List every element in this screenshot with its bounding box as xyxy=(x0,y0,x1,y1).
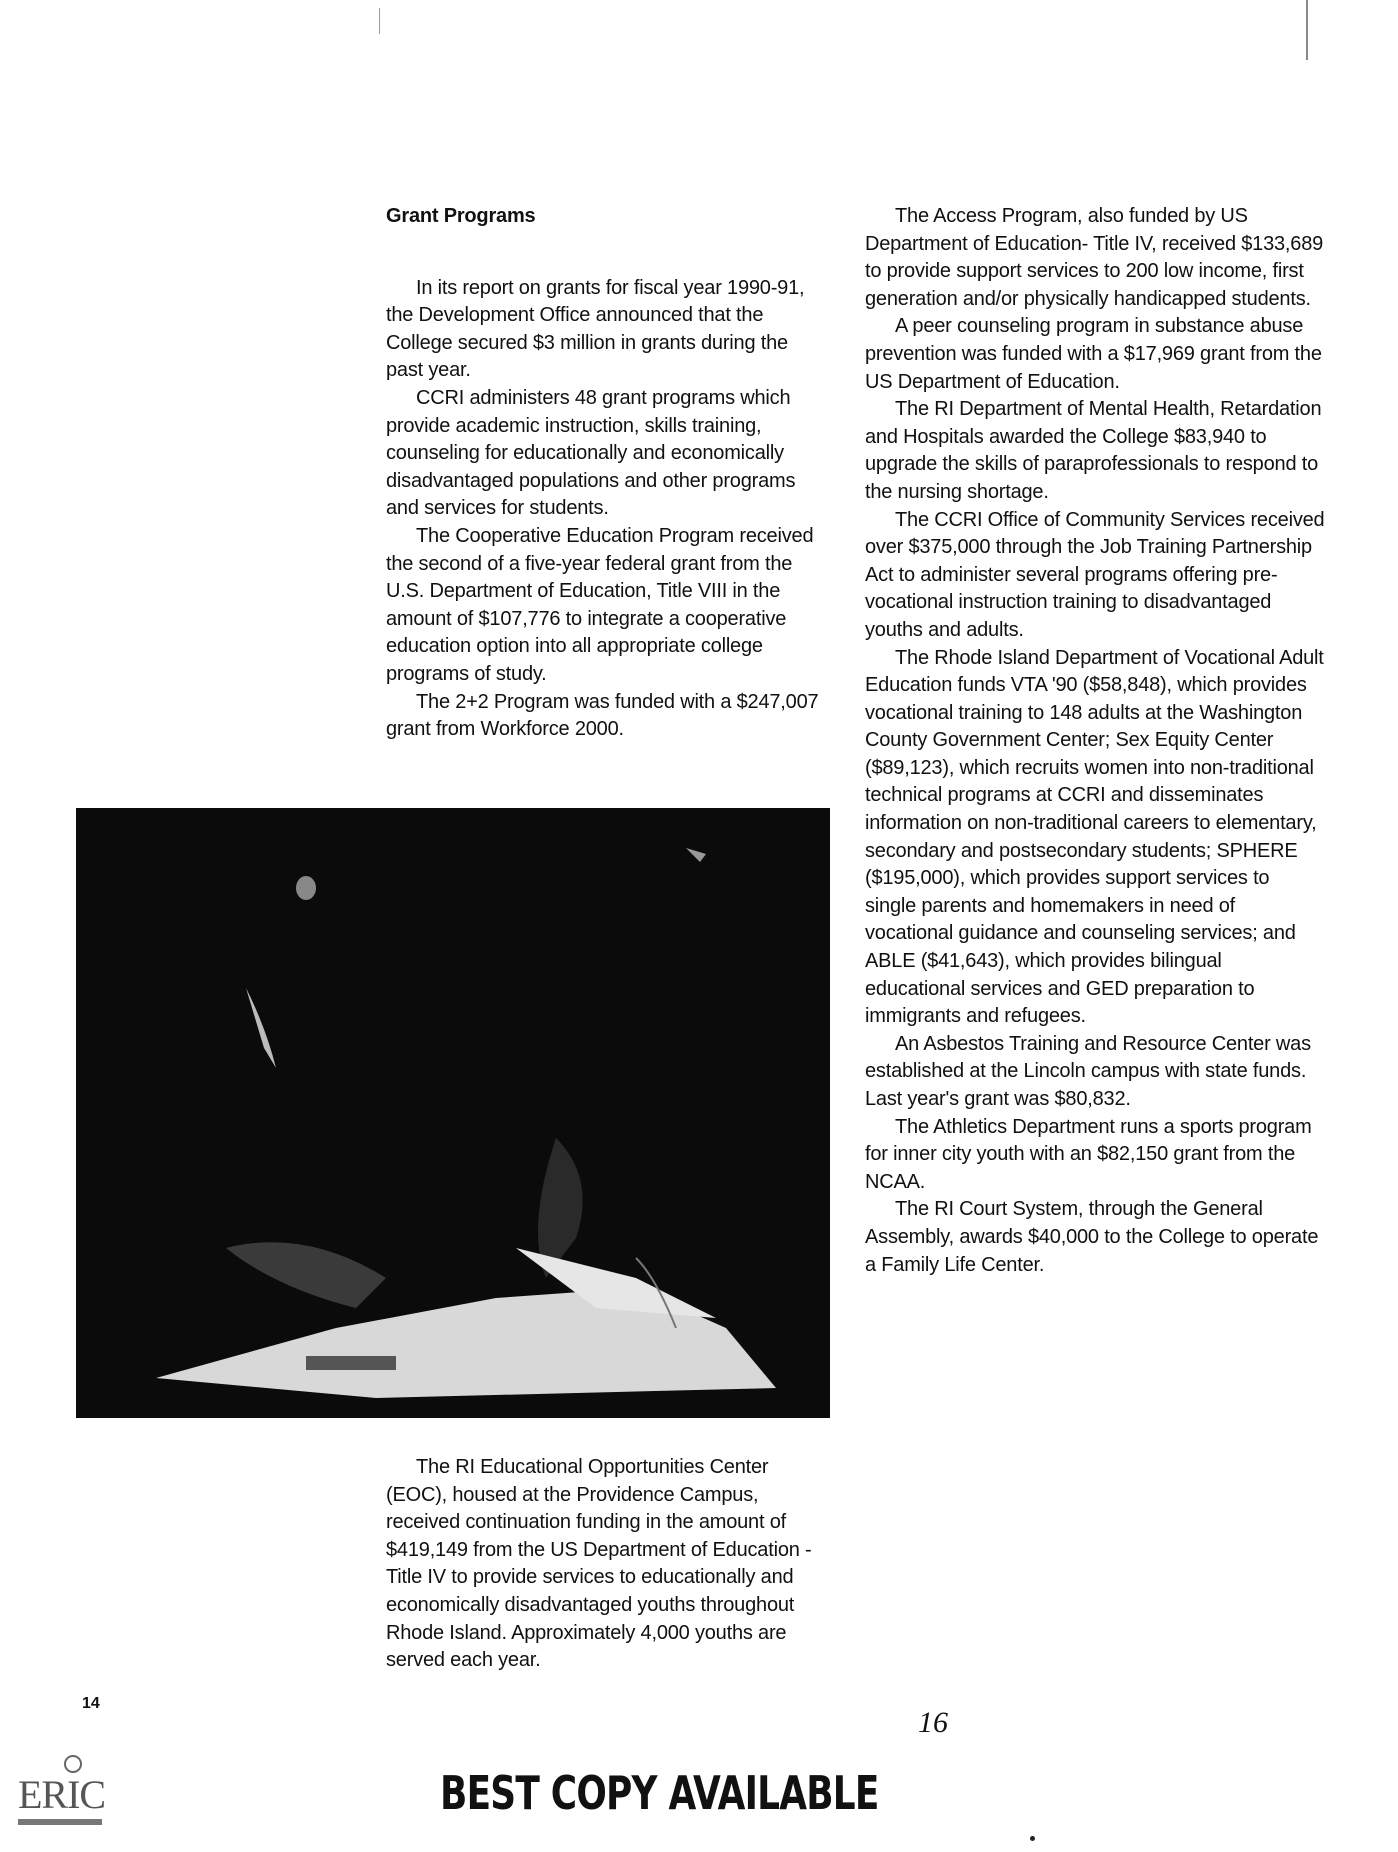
paragraph: The CCRI Office of Community Services received over $375,000 through the Job Training Partnership Act to administer several programs offering pre-vocational instruction training to disadvantaged youths and adults. xyxy=(865,508,1325,641)
paragraph: The RI Department of Mental Health, Retardation and Hospitals awarded the College $83,940 to upgrade the skills of paraprofessionals to respond to the nursing shortage. xyxy=(865,398,1322,503)
paragraph: The Rhode Island Department of Vocational Adult Education funds VTA '90 ($58,848), which provides vocational training to 148 adults at the Washington County Government Center; Sex Equity Center ($89,123), which recruits women into non-traditional technical programs at CCRI and disseminates information on non-traditional careers to elementary, secondary and postsecondary students; SPHERE ($195,000), which provides support services to single parents and homemakers in need of vocational guidance and counseling services; and ABLE ($41,643), which provides bilingual educational services and GED preparation to immigrants and refugees. xyxy=(865,646,1324,1028)
caption-column xyxy=(386,1454,826,1675)
scan-artifact-line xyxy=(379,8,380,34)
right-column xyxy=(865,203,1325,1279)
section-heading: Grant Programs xyxy=(386,205,536,227)
paragraph: The Access Program, also funded by US Department of Education- Title IV, received $133,689 to provide support services to 200 low income, first generation and/or physically handicapped students. xyxy=(865,205,1324,310)
logo-bar xyxy=(18,1819,102,1825)
paragraph: CCRI administers 48 grant programs which provide academic instruction, skills training, counseling for educationally and economically disadvantaged populations and other programs and services for students. xyxy=(386,386,796,520)
page-number: 14 xyxy=(82,1695,100,1712)
handwritten-mark: 16 xyxy=(918,1706,948,1739)
eric-logo-text: ERIC xyxy=(18,1772,106,1817)
paragraph: The Athletics Department runs a sports program for inner city youth with an $82,150 grant from the NCAA. xyxy=(865,1115,1312,1193)
best-copy-stamp: BEST COPY AVAILABLE xyxy=(440,1766,879,1820)
paragraph: In its report on grants for fiscal year 1990-91, the Development Office announced that the College secured $3 million in grants during the past year. xyxy=(386,276,805,382)
photo-graphic xyxy=(76,808,830,1418)
paragraph: The Cooperative Education Program received the second of a five-year federal grant from the U.S. Department of Education, Title VIII in the amount of $107,776 to integrate a cooperative education option into all appropriate college programs of study. xyxy=(386,524,814,685)
paragraph: The RI Educational Opportunities Center (EOC), housed at the Providence Campus, received continuation funding in the amount of $419,149 from the US Department of Education - Title IV to provide services to educationally and economically disadvantaged youths throughout Rhode Island. Approximately 4,000 youths are served each year. xyxy=(386,1456,812,1672)
left-column xyxy=(386,203,826,744)
eric-logo xyxy=(18,1745,106,1825)
paragraph: The 2+2 Program was funded with a $247,007 grant from Workforce 2000. xyxy=(386,690,819,741)
paragraph: An Asbestos Training and Resource Center was established at the Lincoln campus with state funds. Last year's grant was $80,832. xyxy=(865,1032,1311,1110)
scan-artifact-dot xyxy=(1030,1836,1035,1841)
scan-artifact-line xyxy=(1306,0,1308,60)
paragraph: A peer counseling program in substance abuse prevention was funded with a $17,969 grant from the US Department of Education. xyxy=(865,315,1322,393)
photo xyxy=(76,808,830,1418)
paragraph: The RI Court System, through the General Assembly, awards $40,000 to the College to operate a Family Life Center. xyxy=(865,1198,1319,1276)
